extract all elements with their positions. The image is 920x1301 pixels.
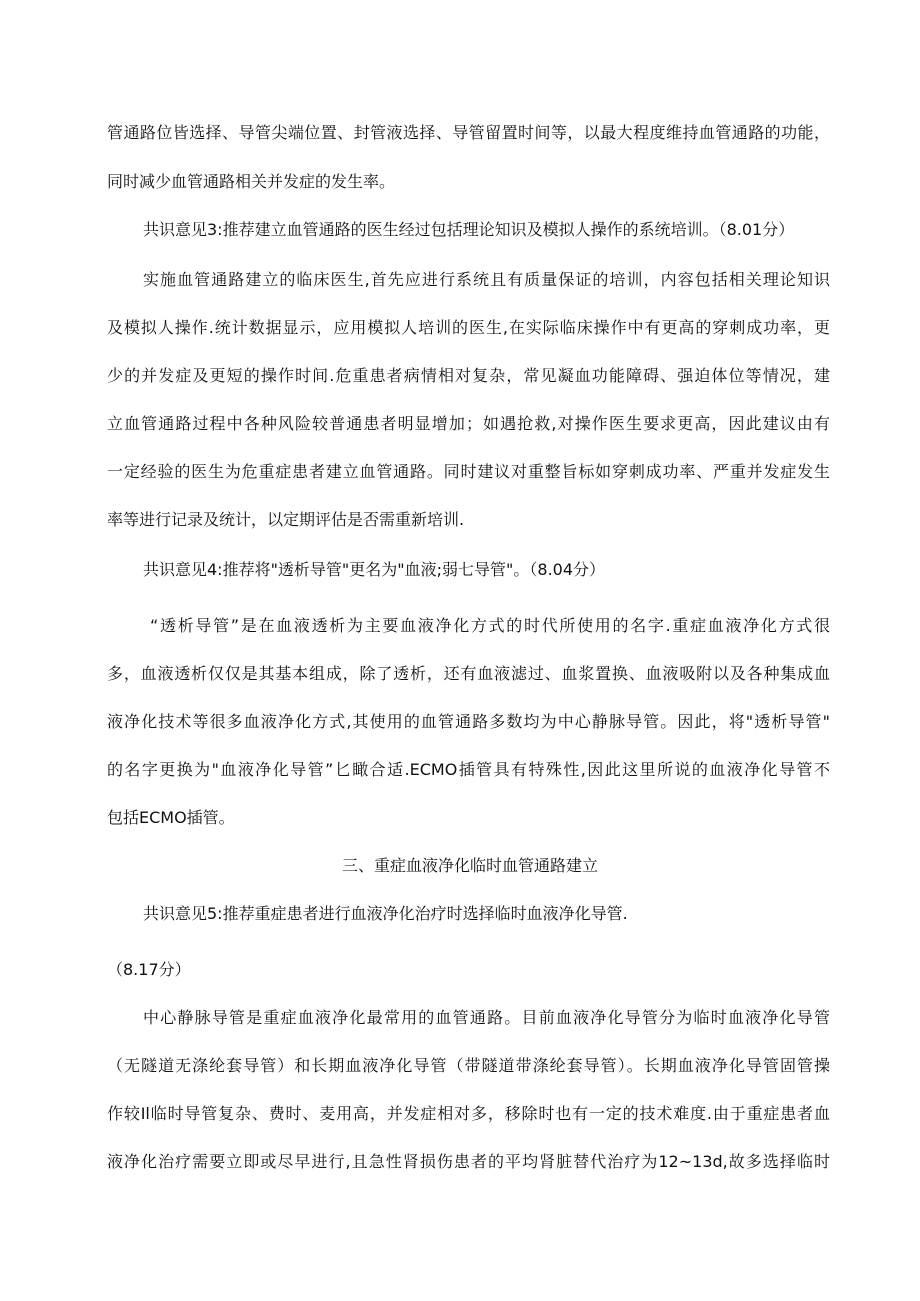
text-line: 作较Il临时导管复杂、费时、麦用高，并发症相对多，移除时也有一定的技术难度.由于重症患者血 (107, 1104, 830, 1123)
text-line: 管通路位皆选择、导管尖端位置、封管液选择、导管留置时间等，以最大程度维持血管通路的功能， (107, 123, 830, 142)
consensus-opinion-3: 共识意见3:推荐建立血管通路的医生经过包括理论知识及模拟人操作的系统培训。（8.01分） (143, 220, 795, 239)
score-line: （8.17分） (107, 960, 191, 979)
text-line: 中心静脉导管是重症血液净化最常用的血管通路。目前血液净化导管分为临时血液净化导管 (143, 1008, 830, 1027)
consensus-opinion-5: 共识意见5:推荐重症患者进行血液净化治疗时选择临时血液净化导管. (143, 904, 628, 923)
section-heading: 三、重症血液净化临时血管通路建立 (341, 856, 598, 875)
text-line: 包括ECMO插管。 (107, 808, 235, 827)
text-line: （无隧道无涤纶套导管）和长期血液净化导管（带隧道带涤纶套导管）。长期血液净化导管固管操 (107, 1056, 830, 1075)
text-line: 多，血液透析仅仅是其基本组成，除了透析，还有血液滤过、血浆置换、血液吸附以及各种集成血 (107, 664, 830, 683)
consensus-opinion-4: 共识意见4:推荐将"透析导管"更名为"血液;弱七导管"。（8.04分） (143, 560, 606, 579)
text-line: 的名字更换为"血液净化导管”匕瞰合适.ECMO插管具有特殊性,因此这里所说的血液净化导管不 (107, 760, 830, 779)
text-line: 少的并发症及更短的操作时间.危重患者病情相对复杂，常见凝血功能障碍、强迫体位等情况，建 (107, 366, 830, 385)
text-line: 液净化治疗需要立即或尽早进行,且急性肾损伤患者的平均肾脏替代治疗为12~13d,故多选择临时 (107, 1152, 830, 1171)
text-line: 实施血管通路建立的临床医生,首先应进行系统且有质量保证的培训，内容包括相关理论知识 (143, 270, 830, 289)
text-line: 液净化技术等很多血液净化方式,其使用的血管通路多数均为中心静脉导管。因此，将"透析导管" (107, 712, 830, 731)
text-line: 率等进行记录及统计，以定期评估是否需重新培训. (107, 510, 465, 529)
text-line: 立血管通路过程中各种风险较普通患者明显增加；如遇抢救,对操作医生要求更高，因此建议由有 (107, 414, 830, 433)
text-line: “透析导管”是在血液透析为主要血液净化方式的时代所使用的名字.重症血液净化方式很 (150, 616, 830, 635)
text-line: 一定经验的医生为危重症患者建立血管通路。同时建议对重整旨标如穿刺成功率、严重并发症发生 (107, 462, 830, 481)
text-line: 及模拟人操作.统计数据显示，应用模拟人培训的医生,在实际临床操作中有更高的穿刺成功率，更 (107, 318, 830, 337)
text-line: 同时减少血管通路相关并发症的发生率。 (107, 172, 396, 191)
